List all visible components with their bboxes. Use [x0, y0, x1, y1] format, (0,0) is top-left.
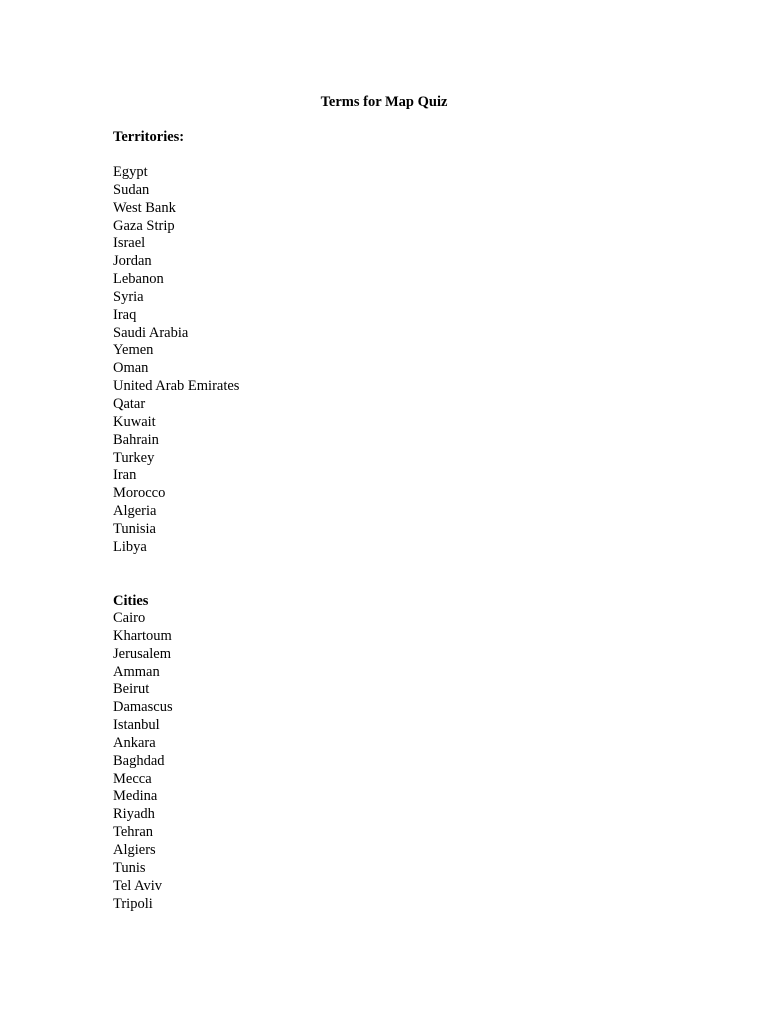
- territory-item: Egypt: [113, 164, 148, 180]
- territory-item: Algeria: [113, 503, 157, 520]
- city-item: Ankara: [113, 734, 156, 751]
- territory-item: Iran: [113, 467, 137, 484]
- territory-item: Iraq: [113, 306, 137, 323]
- territory-item: West Bank: [113, 199, 176, 216]
- territory-item: Saudi Arabia: [113, 324, 189, 341]
- territory-item: Bahrain: [113, 431, 159, 448]
- territory-item: Syria: [113, 288, 144, 305]
- territory-item: Libya: [113, 538, 147, 555]
- cities-section: [113, 592, 673, 913]
- territory-item: Morocco: [113, 485, 166, 502]
- city-item: Damascus: [113, 699, 173, 716]
- city-item: Khartoum: [113, 627, 172, 644]
- territories-heading: Territories:: [113, 129, 185, 145]
- territory-item: Israel: [113, 235, 146, 252]
- territory-item: Yemen: [113, 342, 154, 359]
- territories-section: [113, 128, 673, 557]
- document-title: Terms for Map Quiz: [320, 94, 448, 110]
- cities-list: [113, 610, 673, 913]
- city-item: Cairo: [113, 610, 146, 626]
- city-item: Medina: [113, 788, 158, 805]
- city-item: Jerusalem: [113, 645, 171, 662]
- cities-heading: Cities: [113, 593, 149, 609]
- territories-list: [113, 164, 673, 557]
- territory-item: Sudan: [113, 181, 150, 198]
- territory-item: Gaza Strip: [113, 217, 175, 234]
- city-item: Riyadh: [113, 806, 155, 823]
- city-item: Algiers: [113, 841, 156, 858]
- territory-item: Kuwait: [113, 413, 156, 430]
- city-item: Tehran: [113, 824, 154, 841]
- territory-item: Oman: [113, 360, 149, 377]
- city-item: Baghdad: [113, 752, 165, 769]
- territory-item: Jordan: [113, 253, 152, 270]
- territory-item: United Arab Emirates: [113, 378, 240, 395]
- city-item: Beirut: [113, 681, 150, 698]
- territory-item: Qatar: [113, 395, 146, 412]
- city-item: Mecca: [113, 770, 152, 787]
- territory-item: Lebanon: [113, 271, 164, 288]
- city-item: Istanbul: [113, 717, 160, 734]
- territory-item: Tunisia: [113, 520, 156, 537]
- city-item: Amman: [113, 663, 160, 680]
- city-item: Tripoli: [113, 895, 153, 912]
- city-item: Tunis: [113, 859, 146, 876]
- city-item: Tel Aviv: [113, 877, 163, 894]
- territory-item: Turkey: [113, 449, 155, 466]
